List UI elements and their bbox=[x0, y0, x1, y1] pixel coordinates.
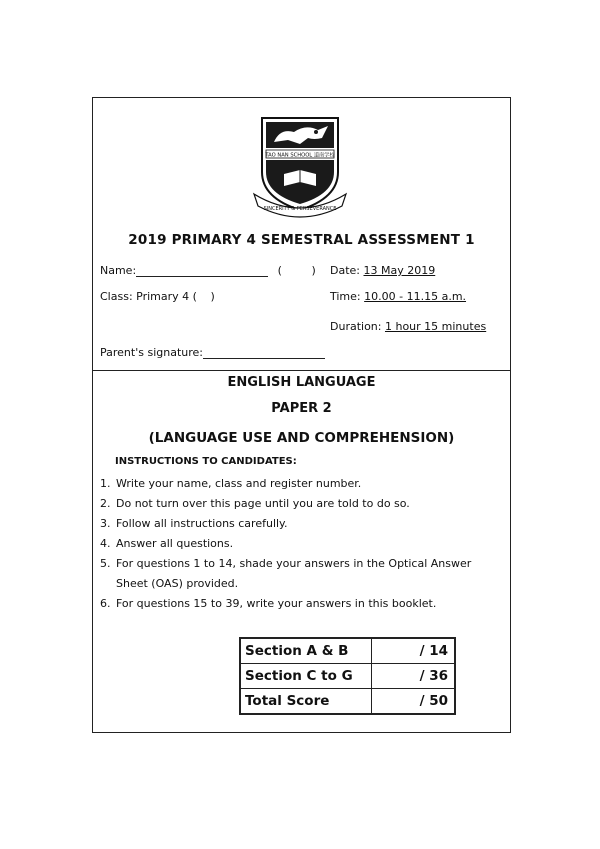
crest-school-name: TAO NAN SCHOOL 道南学校 bbox=[265, 152, 335, 159]
score-section-value: / 36 bbox=[372, 664, 456, 689]
table-row bbox=[240, 638, 455, 664]
school-crest-icon bbox=[250, 110, 350, 220]
list-item: 1. Write your name, class and register number. bbox=[100, 477, 362, 490]
table-row bbox=[240, 689, 455, 715]
list-item: 6. For questions 15 to 39, write your answers in this booklet. bbox=[100, 597, 437, 610]
parent-signature-label: Parent's signature: bbox=[100, 346, 203, 359]
list-item: 2. Do not turn over this page until you are told to do so. bbox=[100, 497, 410, 510]
duration-field bbox=[330, 320, 486, 333]
list-item: 5. For questions 1 to 14, shade your answers in the Optical Answer Sheet (OAS) provided. bbox=[100, 557, 472, 590]
date-label: Date: bbox=[330, 264, 360, 277]
class-label: Class: Primary 4 ( bbox=[100, 290, 197, 303]
date-value: 13 May 2019 bbox=[363, 264, 436, 277]
time-field bbox=[330, 290, 466, 303]
score-table bbox=[239, 637, 456, 715]
time-label: Time: bbox=[330, 290, 361, 303]
crest-motto: SINCERITY & PERSEVERANCE bbox=[263, 206, 337, 212]
name-label: Name: bbox=[100, 264, 137, 277]
score-section-label: Section C to G bbox=[240, 664, 372, 689]
section-divider bbox=[92, 370, 511, 371]
duration-label: Duration: bbox=[330, 320, 382, 333]
page-title: 2019 PRIMARY 4 SEMESTRAL ASSESSMENT 1 bbox=[128, 232, 475, 248]
date-field bbox=[330, 264, 435, 277]
list-item: 4. Answer all questions. bbox=[100, 537, 234, 550]
time-value: 10.00 - 11.15 a.m. bbox=[364, 290, 467, 303]
instructions-heading: INSTRUCTIONS TO CANDIDATES: bbox=[115, 456, 297, 467]
subject-heading: ENGLISH LANGUAGE bbox=[227, 375, 376, 390]
score-section-label: Section A & B bbox=[240, 638, 372, 664]
score-total-label: Total Score bbox=[240, 689, 372, 715]
register-close: ) bbox=[311, 264, 316, 277]
duration-value: 1 hour 15 minutes bbox=[384, 320, 487, 333]
score-total-value: / 50 bbox=[372, 689, 456, 715]
list-item: 3. Follow all instructions carefully. bbox=[100, 517, 288, 530]
parent-signature-line bbox=[203, 348, 325, 359]
name-line bbox=[136, 266, 268, 277]
register-open: ( bbox=[277, 264, 282, 277]
parent-signature-field bbox=[100, 346, 325, 359]
name-field bbox=[100, 264, 316, 277]
paper-number: PAPER 2 bbox=[271, 401, 332, 416]
instructions-list bbox=[100, 474, 500, 614]
table-row bbox=[240, 664, 455, 689]
class-close: ) bbox=[210, 290, 215, 303]
score-section-value: / 14 bbox=[372, 638, 456, 664]
class-field bbox=[100, 290, 215, 303]
paper-subtitle: (LANGUAGE USE AND COMPREHENSION) bbox=[148, 430, 455, 446]
